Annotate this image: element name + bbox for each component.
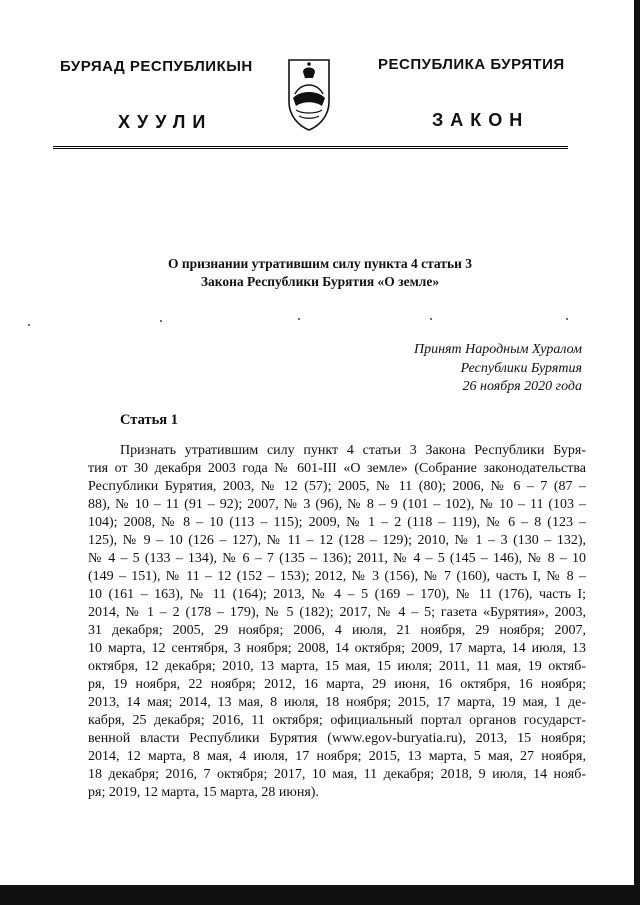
- article-line: 2014, № 1 – 2 (178 – 179), № 5 (182); 2017, № 4 – 5; газета «Бурятия», 2003,: [88, 605, 586, 620]
- article-line: (149 – 151), № 11 – 12 (152 – 153); 2012, № 3 (156), № 7 (160), часть I, № 8 –: [88, 569, 586, 584]
- adoption-date: 26 ноября 2020 года: [462, 379, 582, 394]
- article-line: Республики Бурятия, 2003, № 12 (57); 2005, № 11 (80); 2006, № 6 – 7 (87 –: [88, 479, 586, 494]
- coat-of-arms-emblem: [286, 56, 332, 132]
- header-zakon: ЗАКОН: [432, 110, 530, 130]
- article-line: 2013, 14 мая; 2014, 13 мая, 8 июля, 18 ноября; 2015, 17 марта, 19 мая, 1 де-: [88, 695, 586, 710]
- scan-edge-right: [634, 0, 640, 905]
- document-title-line-1: О признании утратившим силу пункта 4 статьи 3: [168, 256, 472, 271]
- header-buryat-republic: БУРЯАД РЕСПУБЛИКЫН: [60, 58, 253, 75]
- header-republic-buryatia: РЕСПУБЛИКА БУРЯТИЯ: [378, 56, 565, 73]
- adopted-by-line-2: Республики Бурятия: [460, 361, 582, 376]
- article-line: Признать утратившим силу пункт 4 статьи 3 Закона Республики Буря-: [120, 443, 586, 458]
- scan-speck: [298, 318, 300, 320]
- article-line: 88), № 10 – 11 (91 – 92); 2007, № 3 (96), № 8 – 9 (101 – 102), № 10 – 11 (103 –: [88, 497, 586, 512]
- article-line: 31 декабря; 2005, 29 ноября; 2006, 4 июля, 21 ноября, 29 ноября; 2007,: [88, 623, 586, 638]
- article-line: ря; 2019, 12 марта, 15 марта, 28 июня).: [88, 785, 319, 800]
- article-line: ря, 19 ноября, 22 ноября; 2012, 16 марта, 29 июня, 16 октября, 16 ноября;: [88, 677, 586, 692]
- article-line: 10 (161 – 163), № 11 (164); 2013, № 4 – 5 (169 – 170), № 11 (176), часть I;: [88, 587, 586, 602]
- header-huuli: ХУУЛИ: [118, 112, 213, 132]
- article-heading: Статья 1: [120, 412, 178, 428]
- article-line: тия от 30 декабря 2003 года № 601-III «О земле» (Собрание законодательства: [88, 461, 586, 476]
- article-line: 18 декабря; 2016, 7 октября; 2017, 10 мая, 11 декабря; 2018, 9 июля, 14 нояб-: [88, 767, 586, 782]
- scan-speck: [160, 320, 162, 322]
- header-divider: [53, 146, 568, 149]
- scan-speck: [28, 324, 30, 326]
- scan-speck: [430, 318, 432, 320]
- article-line: кабря, 25 декабря; 2016, 11 октября; официальный портал органов государст-: [88, 713, 586, 728]
- article-line: венной власти Республики Бурятия (www.egov-buryatia.ru), 2013, 15 ноября;: [88, 731, 586, 746]
- scan-speck: [566, 318, 568, 320]
- article-line: № 4 – 5 (133 – 134), № 6 – 7 (135 – 136); 2011, № 4 – 5 (145 – 146), № 8 – 10: [88, 551, 586, 566]
- scan-edge-bottom: [0, 885, 640, 905]
- article-line: октября, 12 декабря; 2010, 13 марта, 15 мая, 15 июля; 2011, 11 мая, 19 октяб-: [88, 659, 586, 674]
- article-line: 10 марта, 12 сентября, 3 ноября; 2008, 14 октября; 2009, 17 марта, 14 июля, 13: [88, 641, 586, 656]
- article-line: 125), № 9 – 10 (126 – 127), № 11 – 12 (128 – 129); 2010, № 1 – 3 (130 – 132),: [88, 533, 586, 548]
- article-line: 104); 2008, № 8 – 10 (113 – 115); 2009, № 1 – 2 (118 – 119), № 6 – 8 (123 –: [88, 515, 586, 530]
- document-title-line-2: Закона Республики Бурятия «О земле»: [200, 274, 440, 289]
- article-line: 2014, 12 марта, 8 мая, 4 июля, 17 ноября; 2015, 13 марта, 5 мая, 27 ноября,: [88, 749, 586, 764]
- adopted-by-line-1: Принят Народным Хуралом: [413, 342, 582, 357]
